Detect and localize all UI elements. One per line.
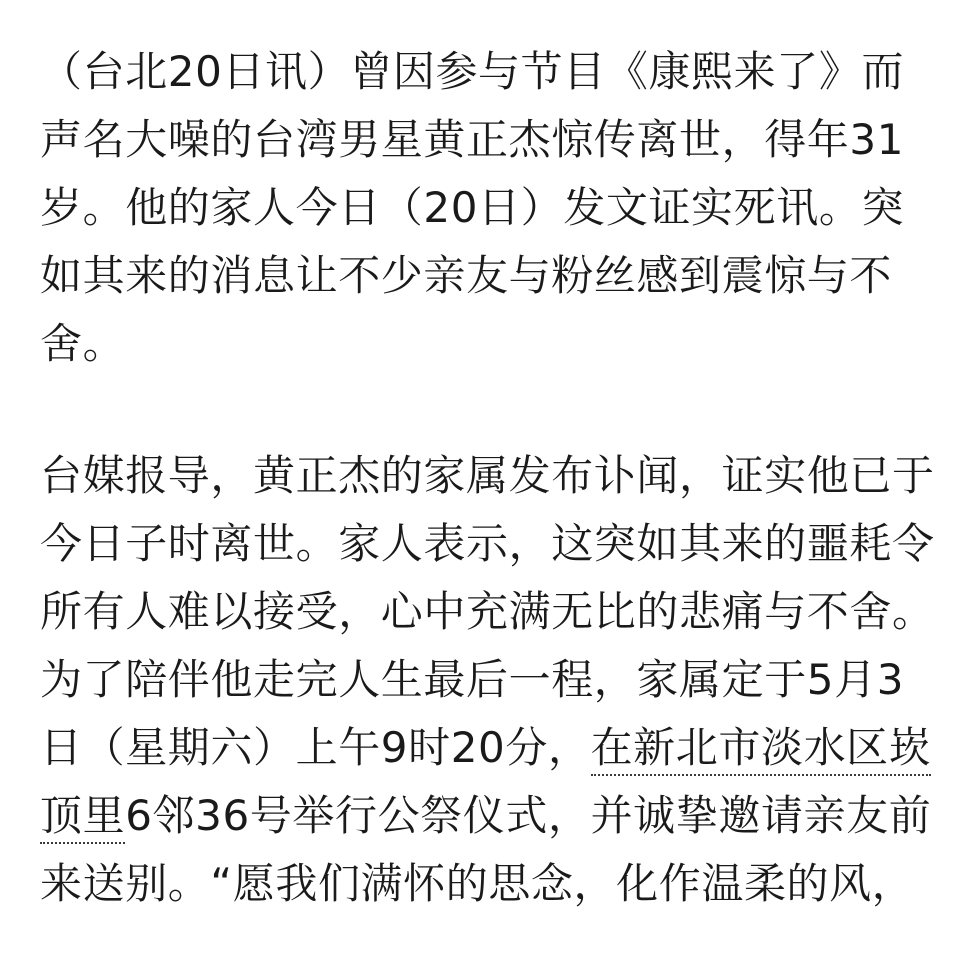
paragraph-spacer: [40, 378, 920, 442]
text-line: 如其来的消息让不少亲友与粉丝感到震惊与不: [40, 251, 893, 300]
text-line: 来送别。“愿我们满怀的思念，化作温柔的风，: [40, 859, 915, 908]
location-link-continued[interactable]: 顶里: [40, 791, 125, 844]
text-line: 所有人难以接受，心中充满无比的悲痛与不舍。: [40, 587, 935, 636]
paragraph-1: [40, 38, 920, 378]
text-line-with-link: [40, 782, 932, 850]
text-segment: 6邻36号举行公祭仪式，并诚挚邀请亲友前: [125, 791, 932, 840]
text-segment: 日（星期六）上午9时20分，: [40, 723, 591, 772]
text-line: 今日子时离世。家人表示，这突如其来的噩耗令: [40, 519, 935, 568]
text-line: 为了陪伴他走完人生最后一程，家属定于5月3: [40, 655, 905, 704]
location-link[interactable]: 在新北市淡水区崁: [591, 723, 932, 776]
text-line: 舍。: [40, 319, 126, 368]
text-line: （台北20日讯）曾因参与节目《康熙来了》而: [40, 47, 905, 96]
text-line-with-link: [40, 714, 932, 782]
article-body: [40, 38, 935, 918]
text-line: 声名大噪的台湾男星黄正杰惊传离世，得年31: [40, 115, 905, 164]
text-line: 岁。他的家人今日（20日）发文证实死讯。突: [40, 183, 905, 232]
paragraph-2: [40, 442, 935, 918]
text-line: 台媒报导，黄正杰的家属发布讣闻，证实他已于: [40, 451, 935, 500]
